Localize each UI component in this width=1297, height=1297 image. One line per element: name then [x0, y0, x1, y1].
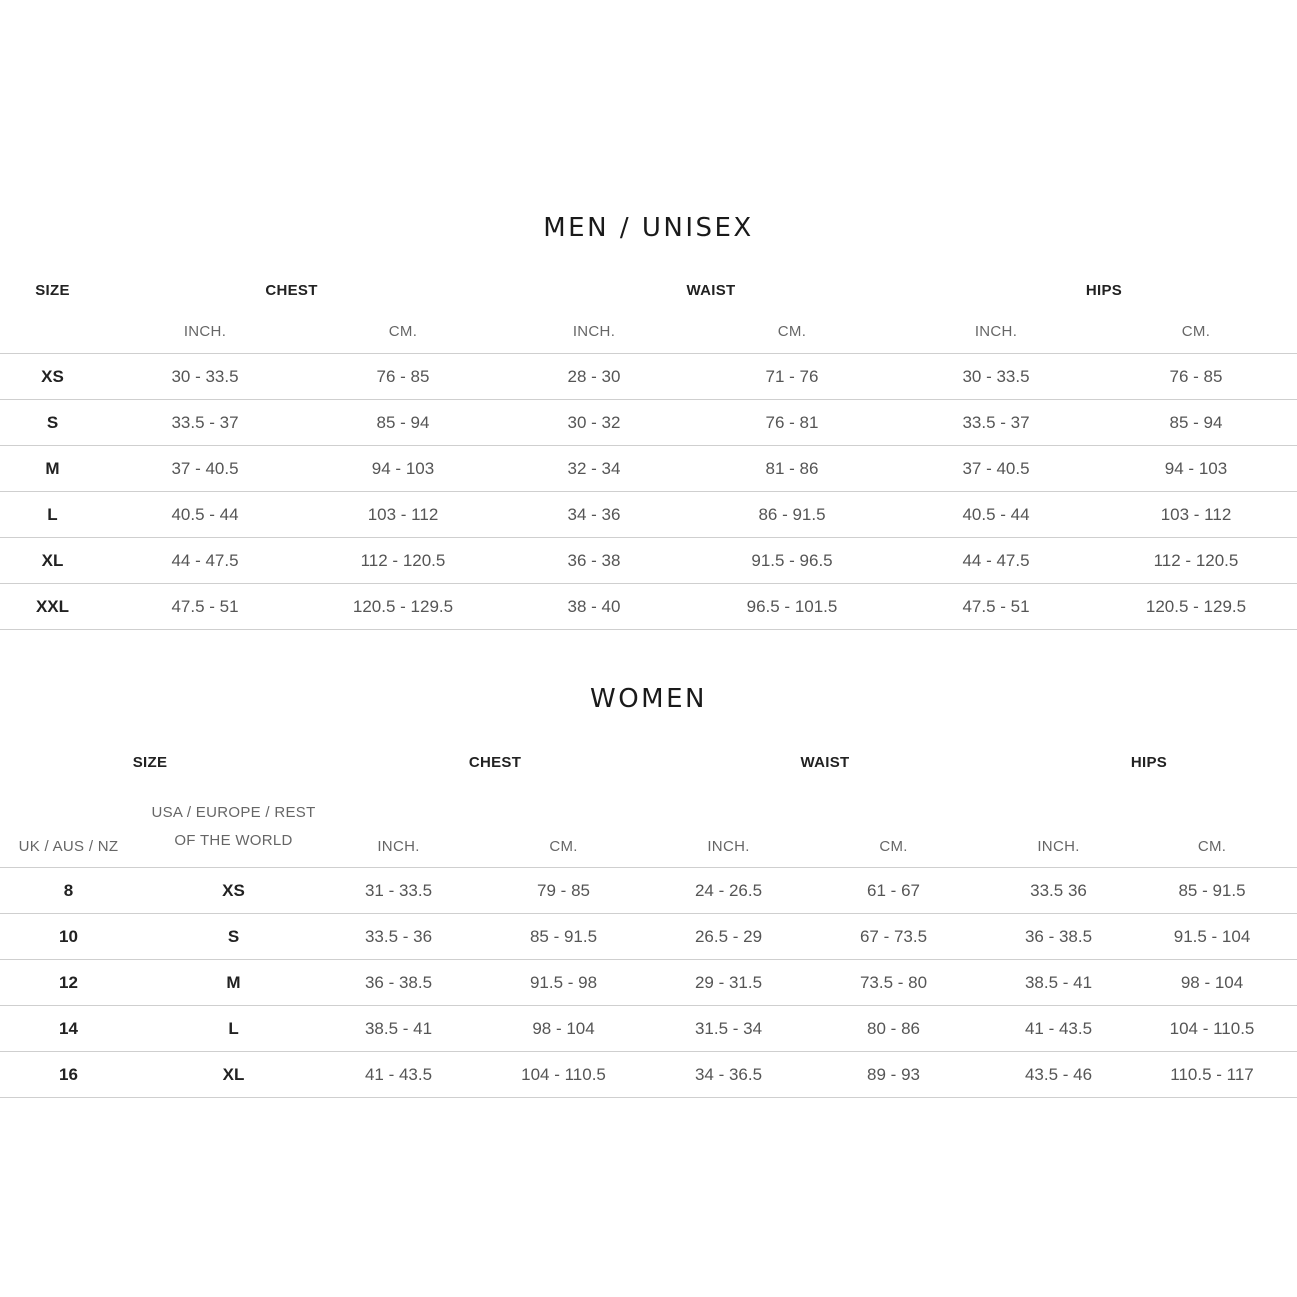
women-table-row: [0, 1006, 1297, 1052]
women-unit-header-row: [0, 782, 1297, 868]
women-measurement-cell: 80 - 86: [797, 1006, 990, 1052]
women-measurement-cell: 36 - 38.5: [990, 914, 1127, 960]
women-size-cell: 12: [0, 960, 137, 1006]
men-table-row: [0, 584, 1297, 630]
women-size-cell: 10: [0, 914, 137, 960]
women-measurement-cell: 36 - 38.5: [330, 960, 467, 1006]
men-measurement-cell: 47.5 - 51: [105, 584, 305, 630]
women-measurement-cell: 29 - 31.5: [660, 960, 797, 1006]
women-chest-header: CHEST: [468, 753, 522, 771]
women-group-header-row: [0, 742, 1297, 782]
men-hips-header: HIPS: [1085, 281, 1123, 299]
women-waist-cm-header: CM.: [797, 782, 990, 868]
men-waist-header: WAIST: [686, 281, 736, 299]
women-hips-cm-header: CM.: [1127, 782, 1297, 868]
men-waist-inch-header: INCH.: [501, 310, 687, 354]
women-measurement-cell: 61 - 67: [797, 868, 990, 914]
women-measurement-cell: 104 - 110.5: [1127, 1006, 1297, 1052]
men-measurement-cell: 76 - 85: [305, 354, 501, 400]
men-measurement-cell: 34 - 36: [501, 492, 687, 538]
women-usa-size-header: [137, 782, 330, 868]
women-size-cell: XL: [137, 1052, 330, 1098]
women-measurement-cell: 24 - 26.5: [660, 868, 797, 914]
women-size-cell: S: [137, 914, 330, 960]
women-chest-inch-header: INCH.: [330, 782, 467, 868]
men-measurement-cell: 33.5 - 37: [105, 400, 305, 446]
men-measurement-cell: 112 - 120.5: [1095, 538, 1297, 584]
men-size-cell: S: [0, 400, 105, 446]
women-measurement-cell: 91.5 - 98: [467, 960, 660, 1006]
women-size-cell: M: [137, 960, 330, 1006]
men-measurement-cell: 40.5 - 44: [105, 492, 305, 538]
women-waist-header: WAIST: [800, 753, 850, 771]
men-chest-header: CHEST: [265, 281, 318, 299]
men-waist-cm-header: CM.: [687, 310, 897, 354]
women-usa-size-header-line1: USA / EUROPE / REST: [151, 804, 316, 821]
women-size-cell: 14: [0, 1006, 137, 1052]
men-size-header: SIZE: [35, 281, 70, 299]
men-measurement-cell: 36 - 38: [501, 538, 687, 584]
women-measurement-cell: 33.5 36: [990, 868, 1127, 914]
women-measurement-cell: 38.5 - 41: [990, 960, 1127, 1006]
women-measurement-cell: 91.5 - 104: [1127, 914, 1297, 960]
men-measurement-cell: 44 - 47.5: [105, 538, 305, 584]
women-measurement-cell: 89 - 93: [797, 1052, 990, 1098]
women-usa-size-header-line2: OF THE WORLD: [174, 832, 293, 849]
women-section-title: WOMEN: [590, 684, 707, 714]
men-measurement-cell: 40.5 - 44: [897, 492, 1095, 538]
women-measurement-cell: 110.5 - 117: [1127, 1052, 1297, 1098]
women-measurement-cell: 26.5 - 29: [660, 914, 797, 960]
men-table-row: [0, 492, 1297, 538]
women-measurement-cell: 41 - 43.5: [330, 1052, 467, 1098]
men-table-row: [0, 446, 1297, 492]
men-measurement-cell: 37 - 40.5: [897, 446, 1095, 492]
women-measurement-cell: 98 - 104: [1127, 960, 1297, 1006]
women-table-row: [0, 868, 1297, 914]
men-measurement-cell: 30 - 33.5: [105, 354, 305, 400]
men-size-unit-blank: [0, 310, 105, 354]
men-measurement-cell: 86 - 91.5: [687, 492, 897, 538]
men-measurement-cell: 91.5 - 96.5: [687, 538, 897, 584]
men-measurement-cell: 94 - 103: [305, 446, 501, 492]
men-hips-cm-header: CM.: [1095, 310, 1297, 354]
women-table-row: [0, 960, 1297, 1006]
men-measurement-cell: 38 - 40: [501, 584, 687, 630]
men-size-cell: XXL: [0, 584, 105, 630]
men-chest-cm-header: CM.: [305, 310, 501, 354]
men-measurement-cell: 32 - 34: [501, 446, 687, 492]
men-measurement-cell: 33.5 - 37: [897, 400, 1095, 446]
women-hips-header: HIPS: [1130, 753, 1168, 771]
women-measurement-cell: 38.5 - 41: [330, 1006, 467, 1052]
men-table-body: [0, 354, 1297, 630]
women-size-cell: 8: [0, 868, 137, 914]
men-measurement-cell: 120.5 - 129.5: [305, 584, 501, 630]
women-measurement-cell: 85 - 91.5: [467, 914, 660, 960]
men-measurement-cell: 96.5 - 101.5: [687, 584, 897, 630]
men-size-cell: XL: [0, 538, 105, 584]
women-measurement-cell: 34 - 36.5: [660, 1052, 797, 1098]
women-measurement-cell: 104 - 110.5: [467, 1052, 660, 1098]
men-measurement-cell: 28 - 30: [501, 354, 687, 400]
men-chest-inch-header: INCH.: [105, 310, 305, 354]
men-group-header-row: [0, 270, 1297, 310]
men-measurement-cell: 94 - 103: [1095, 446, 1297, 492]
men-measurement-cell: 103 - 112: [1095, 492, 1297, 538]
men-measurement-cell: 85 - 94: [305, 400, 501, 446]
men-measurement-cell: 30 - 32: [501, 400, 687, 446]
women-hips-inch-header: INCH.: [990, 782, 1127, 868]
women-size-cell: L: [137, 1006, 330, 1052]
men-table-row: [0, 400, 1297, 446]
men-measurement-cell: 71 - 76: [687, 354, 897, 400]
women-measurement-cell: 73.5 - 80: [797, 960, 990, 1006]
women-waist-inch-header: INCH.: [660, 782, 797, 868]
women-measurement-cell: 67 - 73.5: [797, 914, 990, 960]
men-measurement-cell: 30 - 33.5: [897, 354, 1095, 400]
women-chest-cm-header: CM.: [467, 782, 660, 868]
men-size-cell: L: [0, 492, 105, 538]
men-size-table: [0, 270, 1297, 630]
men-section-title: MEN / UNISEX: [543, 213, 754, 243]
men-measurement-cell: 47.5 - 51: [897, 584, 1095, 630]
women-size-header: SIZE: [132, 753, 168, 771]
women-measurement-cell: 43.5 - 46: [990, 1052, 1127, 1098]
men-measurement-cell: 76 - 85: [1095, 354, 1297, 400]
men-unit-header-row: [0, 310, 1297, 354]
women-measurement-cell: 41 - 43.5: [990, 1006, 1127, 1052]
women-measurement-cell: 31 - 33.5: [330, 868, 467, 914]
men-table-row: [0, 538, 1297, 584]
men-measurement-cell: 76 - 81: [687, 400, 897, 446]
women-measurement-cell: 85 - 91.5: [1127, 868, 1297, 914]
men-measurement-cell: 37 - 40.5: [105, 446, 305, 492]
women-uk-size-header: UK / AUS / NZ: [0, 782, 137, 868]
women-table-row: [0, 914, 1297, 960]
women-size-cell: XS: [137, 868, 330, 914]
men-measurement-cell: 112 - 120.5: [305, 538, 501, 584]
women-measurement-cell: 33.5 - 36: [330, 914, 467, 960]
women-size-cell: 16: [0, 1052, 137, 1098]
men-measurement-cell: 103 - 112: [305, 492, 501, 538]
women-size-table: [0, 742, 1297, 1098]
women-measurement-cell: 98 - 104: [467, 1006, 660, 1052]
women-measurement-cell: 79 - 85: [467, 868, 660, 914]
men-size-cell: M: [0, 446, 105, 492]
men-measurement-cell: 44 - 47.5: [897, 538, 1095, 584]
men-measurement-cell: 85 - 94: [1095, 400, 1297, 446]
women-table-body: [0, 868, 1297, 1098]
women-measurement-cell: 31.5 - 34: [660, 1006, 797, 1052]
women-table-row: [0, 1052, 1297, 1098]
men-measurement-cell: 81 - 86: [687, 446, 897, 492]
men-size-cell: XS: [0, 354, 105, 400]
men-hips-inch-header: INCH.: [897, 310, 1095, 354]
men-table-row: [0, 354, 1297, 400]
men-measurement-cell: 120.5 - 129.5: [1095, 584, 1297, 630]
